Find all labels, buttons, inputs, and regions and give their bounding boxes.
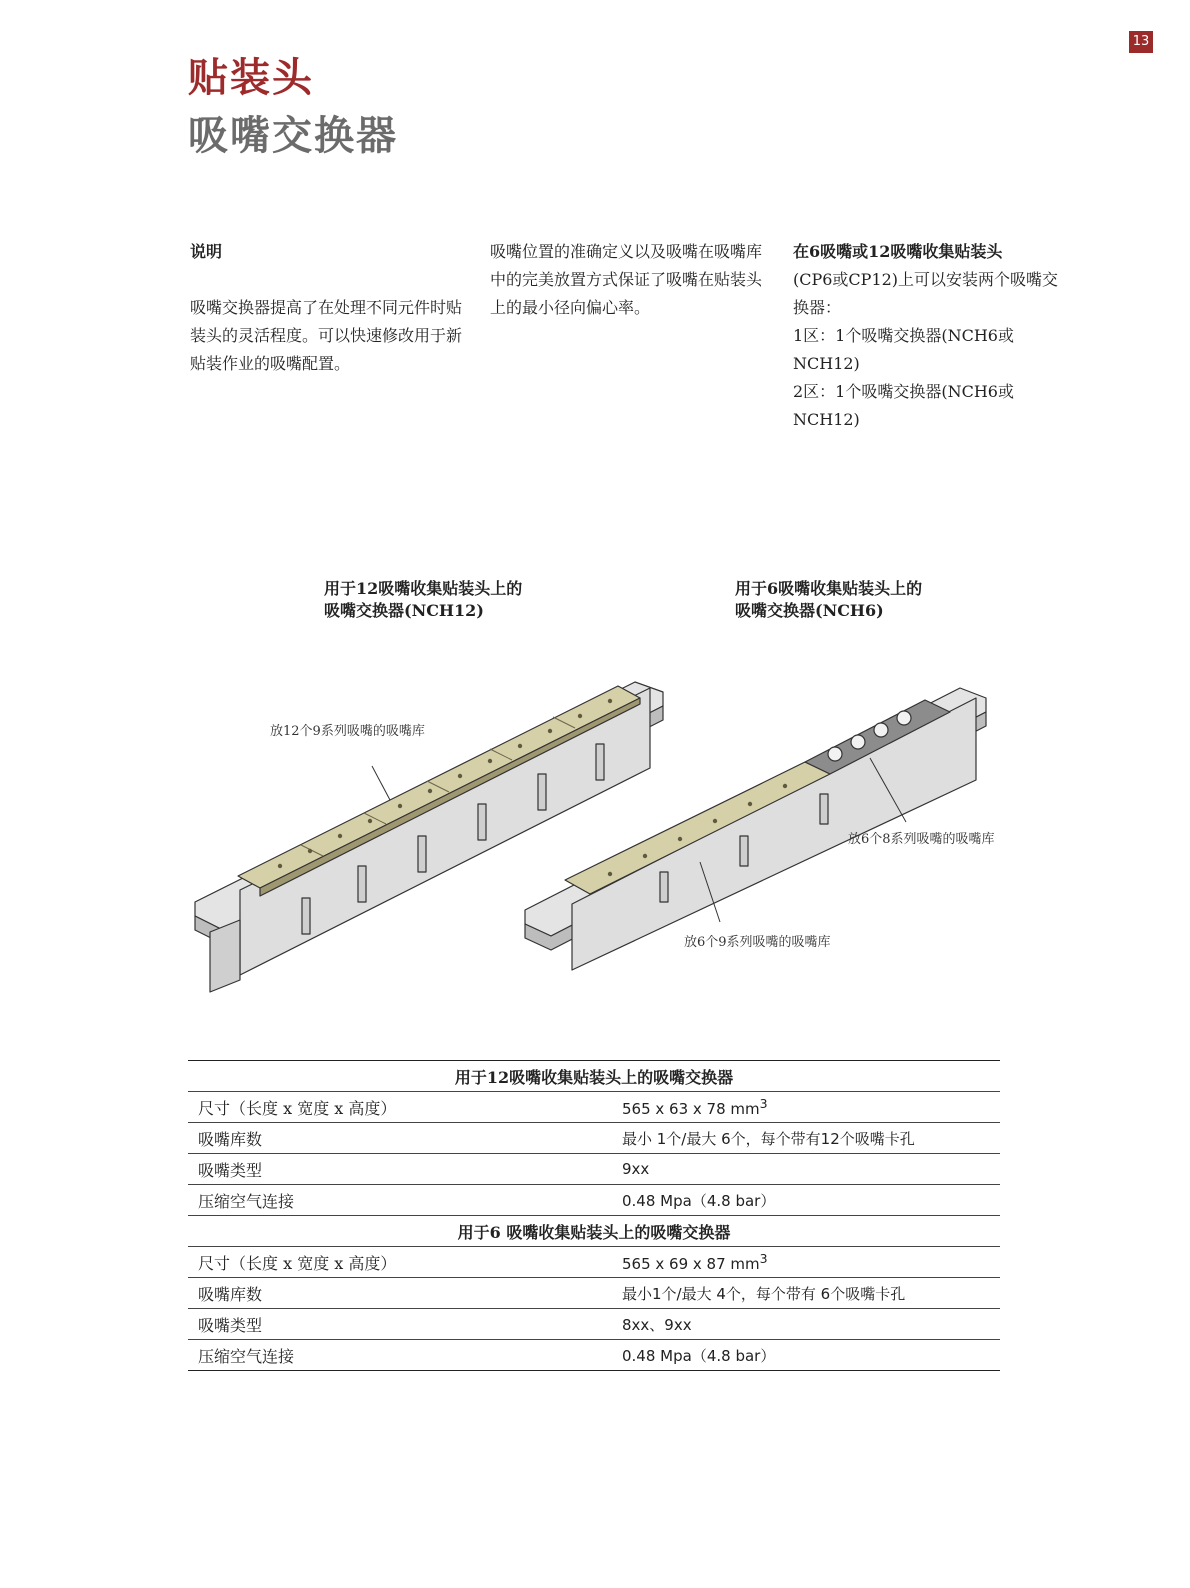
zone-2-text: 2区：1个吸嘴交换器(NCH6或NCH12) bbox=[793, 382, 1014, 429]
table-row bbox=[188, 1123, 1000, 1154]
table-section-header bbox=[188, 1061, 1000, 1092]
table-row bbox=[188, 1340, 1000, 1371]
description-column-1 bbox=[190, 238, 470, 378]
row-value: 565 x 69 x 87 $mm^3$ bbox=[612, 1247, 1000, 1278]
row-value: 0.48 Mpa（4.8 bar） bbox=[612, 1340, 1000, 1371]
table-row bbox=[188, 1309, 1000, 1340]
callout-8-series-magazine: 放6个8系列吸嘴的吸嘴库 bbox=[848, 832, 995, 847]
figure-title-nch6-line2: 吸嘴交换器(NCH6) bbox=[735, 601, 884, 620]
row-value: 最小1个/最大 4个，每个带有 6个吸嘴卡孔 bbox=[612, 1278, 1000, 1309]
nozzle-changer-illustration bbox=[180, 640, 1020, 1000]
row-label: 压缩空气连接 bbox=[188, 1185, 612, 1216]
superscript: 3 bbox=[759, 1251, 768, 1266]
nch12-leg-front bbox=[210, 920, 240, 992]
callout-9-series-magazine: 放6个9系列吸嘴的吸嘴库 bbox=[684, 935, 831, 950]
row-label: 尺寸（长度 x 宽度 x 高度） bbox=[188, 1247, 612, 1278]
row-value: 8xx、9xx bbox=[612, 1309, 1000, 1340]
specification-table bbox=[188, 1060, 1000, 1371]
figure-title-nch12-line2: 吸嘴交换器(NCH12) bbox=[324, 601, 484, 620]
row-label: 吸嘴类型 bbox=[188, 1154, 612, 1185]
table-section-header bbox=[188, 1216, 1000, 1247]
page-title: 贴装头 bbox=[188, 54, 314, 101]
row-label: 压缩空气连接 bbox=[188, 1340, 612, 1371]
installation-heading: 在6吸嘴或12吸嘴收集贴装头 bbox=[793, 242, 1003, 261]
row-label: 吸嘴类型 bbox=[188, 1309, 612, 1340]
row-value: 565 x 63 x 78 $mm^3$ bbox=[612, 1092, 1000, 1123]
table-row bbox=[188, 1154, 1000, 1185]
table-row bbox=[188, 1185, 1000, 1216]
description-column-2 bbox=[490, 238, 772, 322]
figure-title-nch12-line1: 用于12吸嘴收集贴装头上的 bbox=[324, 579, 523, 598]
row-value: 最小 1个/最大 6个，每个带有12个吸嘴卡孔 bbox=[612, 1123, 1000, 1154]
page-subtitle: 吸嘴交换器 bbox=[188, 112, 398, 159]
table-row bbox=[188, 1247, 1000, 1278]
superscript: 3 bbox=[759, 1096, 768, 1111]
figure-title-nch12 bbox=[324, 578, 522, 622]
description-text-1: 吸嘴交换器提高了在处理不同元件时贴装头的灵活程度。可以快速修改用于新贴装作业的吸嘴配置。 bbox=[190, 298, 463, 373]
leader-line-left bbox=[372, 766, 390, 800]
row-value: 9xx bbox=[612, 1154, 1000, 1185]
table-row bbox=[188, 1092, 1000, 1123]
row-label: 吸嘴库数 bbox=[188, 1278, 612, 1309]
table-row bbox=[188, 1278, 1000, 1309]
figure-title-nch6 bbox=[735, 578, 922, 622]
callout-12-nozzle-magazine: 放12个9系列吸嘴的吸嘴库 bbox=[270, 724, 425, 739]
zone-1-text: 1区：1个吸嘴交换器(NCH6或NCH12) bbox=[793, 326, 1014, 373]
description-text-2: 吸嘴位置的准确定义以及吸嘴在吸嘴库中的完美放置方式保证了吸嘴在贴装头上的最小径向偏心率。 bbox=[490, 242, 763, 317]
installation-text: (CP6或CP12)上可以安装两个吸嘴交换器： bbox=[793, 270, 1059, 317]
row-label: 尺寸（长度 x 宽度 x 高度） bbox=[188, 1092, 612, 1123]
description-column-3 bbox=[793, 238, 1073, 434]
page-number: 13 bbox=[1129, 31, 1153, 53]
row-value: 0.48 Mpa（4.8 bar） bbox=[612, 1185, 1000, 1216]
row-label: 吸嘴库数 bbox=[188, 1123, 612, 1154]
description-heading: 说明 bbox=[190, 242, 223, 261]
section2-header: 用于6 吸嘴收集贴装头上的吸嘴交换器 bbox=[188, 1216, 1000, 1247]
figure-title-nch6-line1: 用于6吸嘴收集贴装头上的 bbox=[735, 579, 923, 598]
section1-header: 用于12吸嘴收集贴装头上的吸嘴交换器 bbox=[188, 1061, 1000, 1092]
